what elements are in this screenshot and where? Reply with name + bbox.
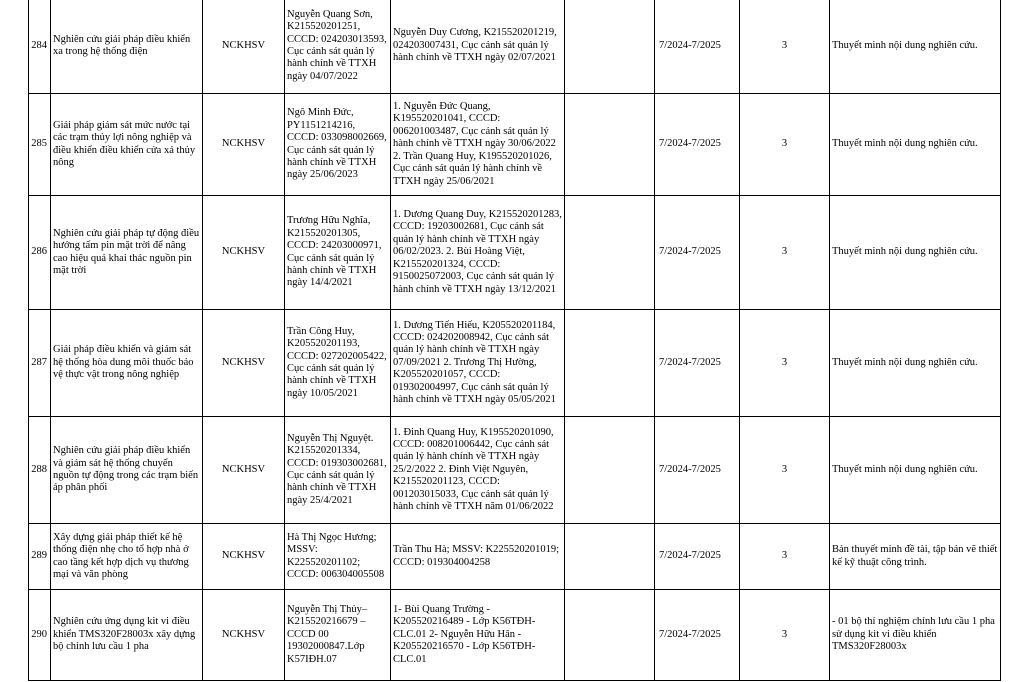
topic-members: Nguyễn Duy Cương, K215520201219, 024203007431, Cục cảnh sát quản lý hành chính về TTXH ngày 02/07/2021 [391, 0, 565, 94]
topic-leader: Nguyễn Quang Sơn, K215520201251, CCCD: 024203013593, Cục cảnh sát quản lý hành chính về TTXH ngày 04/07/2022 [285, 0, 391, 94]
topic-title: Nghiên cứu giải pháp điều khiển xa trong hệ thống điện [51, 0, 203, 94]
topic-product: Thuyết minh nội dung nghiên cứu. [830, 0, 1001, 94]
topic-leader: Nguyễn Thị Thủy– K215520216679 – CCCD 00 19302000847.Lớp K57IĐH.07 [285, 590, 391, 681]
topic-members: 1. Đinh Quang Huy, K195520201090, CCCD: 008201006442, Cục cảnh sát quản lý hành chính về TTXH ngày 25/2/2022 2. Đinh Việt Nguyên, K215520201123, CCCD: 001203015033, Cục cảnh sát quản lý hành chính về TTXH năm 01/06/2022 [391, 417, 565, 524]
topic-title: Xây dựng giải pháp thiết kế hệ thống điện nhẹ cho tổ hợp nhà ở cao tầng kết hợp dịch vụ thương mại và văn phòng [51, 524, 203, 590]
topic-members: 1. Dương Tiến Hiếu, K205520201184, CCCD: 024202008942, Cục cảnh sát quản lý hành chính về TTXH ngày 07/09/2021 2. Trương Thị Hường, K205520201057, CCCD: 019302004997, Cục cảnh sát quản lý hành chính về TTXH ngày 05/05/2021 [391, 310, 565, 417]
topic-months: 3 [740, 310, 830, 417]
topic-time: 7/2024-7/2025 [655, 524, 740, 590]
blank-cell [565, 524, 655, 590]
table-row [29, 417, 1001, 524]
research-topics-table [28, 0, 1001, 681]
row-number: 287 [29, 310, 51, 417]
topic-months: 3 [740, 590, 830, 681]
topic-type: NCKHSV [203, 0, 285, 94]
topic-months: 3 [740, 196, 830, 310]
topic-time: 7/2024-7/2025 [655, 417, 740, 524]
blank-cell [565, 590, 655, 681]
row-number: 288 [29, 417, 51, 524]
topic-members: 1- Bùi Quang Trường - K205520216489 - Lớp K56TĐH-CLC.01 2- Nguyễn Hữu Hân - K205520216570 - Lớp K56TĐH-CLC.01 [391, 590, 565, 681]
blank-cell [565, 196, 655, 310]
topic-leader: Trần Công Huy, K205520201193, CCCD: 027202005422, Cục cảnh sát quản lý hành chính về TTXH ngày 10/05/2021 [285, 310, 391, 417]
row-number: 290 [29, 590, 51, 681]
topic-type: NCKHSV [203, 590, 285, 681]
table-row [29, 94, 1001, 196]
row-number: 285 [29, 94, 51, 196]
topic-members: 1. Nguyễn Đức Quang, K195520201041, CCCD: 006201003487, Cục cảnh sát quản lý hành chính về TTXH ngày 30/06/2022 2. Trần Quang Huy, K195520201026, Cục cảnh sát quản lý hành chính về TTXH ngày 25/06/2021 [391, 94, 565, 196]
blank-cell [565, 417, 655, 524]
blank-cell [565, 94, 655, 196]
topic-leader: Ngô Minh Đức, PY1151214216, CCCD: 033098002669, Cục cảnh sát quản lý hành chính về TTXH ngày 25/06/2023 [285, 94, 391, 196]
topic-members: 1. Dương Quang Duy, K215520201283, CCCD: 19203002681, Cục cảnh sát quản lý hành chính về TTXH ngày 06/02/2023. 2. Bùi Hoàng Việt, K215520201324, CCCD: 9150025072003, Cục cảnh sát quản lý hành chính về TTXH ngày 13/12/2021 [391, 196, 565, 310]
topic-title: Giải pháp điều khiển và giám sát hệ thống hòa dung môi thuốc bảo vệ thực vật trong nông nghiệp [51, 310, 203, 417]
table-row [29, 196, 1001, 310]
topic-type: NCKHSV [203, 417, 285, 524]
topic-time: 7/2024-7/2025 [655, 94, 740, 196]
table-row [29, 590, 1001, 681]
topic-product: Bản thuyết minh đề tài, tập bản vẽ thiết kế kỹ thuật công trình. [830, 524, 1001, 590]
topic-product: - 01 bộ thí nghiệm chỉnh lưu cầu 1 pha sử dụng kit vi điều khiển TMS320F28003x [830, 590, 1001, 681]
topic-leader: Hà Thị Ngọc Hương; MSSV: K225520201102; CCCD: 006304005508 [285, 524, 391, 590]
topic-title: Nghiên cứu giải pháp tự động điều hướng tấm pin mặt trời để nâng cao hiệu quả khai thác nguồn pin mặt trời [51, 196, 203, 310]
topic-product: Thuyết minh nội dung nghiên cứu. [830, 417, 1001, 524]
topic-members: Trần Thu Hà; MSSV: K225520201019; CCCD: 019304004258 [391, 524, 565, 590]
table-row [29, 524, 1001, 590]
row-number: 286 [29, 196, 51, 310]
topic-title: Nghiên cứu giải pháp điều khiển và giám sát hệ thống chuyển nguồn tự động trong các trạm biến áp phân phối [51, 417, 203, 524]
topic-product: Thuyết minh nội dung nghiên cứu. [830, 94, 1001, 196]
topic-time: 7/2024-7/2025 [655, 196, 740, 310]
topic-months: 3 [740, 524, 830, 590]
topic-title: Nghiên cứu ứng dụng kit vi điều khiển TMS320F28003x xây dựng bộ chỉnh lưu cầu 1 pha [51, 590, 203, 681]
blank-cell [565, 310, 655, 417]
table-row [29, 310, 1001, 417]
topic-months: 3 [740, 94, 830, 196]
topic-months: 3 [740, 417, 830, 524]
topic-time: 7/2024-7/2025 [655, 0, 740, 94]
topic-leader: Trương Hữu Nghĩa, K215520201305, CCCD: 24203000971, Cục cảnh sát quản lý hành chính về TTXH ngày 14/4/2021 [285, 196, 391, 310]
topic-leader: Nguyễn Thị Nguyệt. K215520201334, CCCD: 019303002681, Cục cảnh sát quản lý hành chính về TTXH ngày 25/4/2021 [285, 417, 391, 524]
topic-months: 3 [740, 0, 830, 94]
topic-time: 7/2024-7/2025 [655, 590, 740, 681]
topic-type: NCKHSV [203, 94, 285, 196]
table-row [29, 0, 1001, 94]
topic-time: 7/2024-7/2025 [655, 310, 740, 417]
topic-type: NCKHSV [203, 310, 285, 417]
topic-type: NCKHSV [203, 524, 285, 590]
topic-type: NCKHSV [203, 196, 285, 310]
topic-product: Thuyết minh nội dung nghiên cứu. [830, 196, 1001, 310]
topic-title: Giải pháp giám sát mức nước tại các trạm thủy lợi nông nghiệp và điều khiển điều khiển cửa xả thủy nông [51, 94, 203, 196]
topic-product: Thuyết minh nội dung nghiên cứu. [830, 310, 1001, 417]
row-number: 289 [29, 524, 51, 590]
blank-cell [565, 0, 655, 94]
row-number: 284 [29, 0, 51, 94]
